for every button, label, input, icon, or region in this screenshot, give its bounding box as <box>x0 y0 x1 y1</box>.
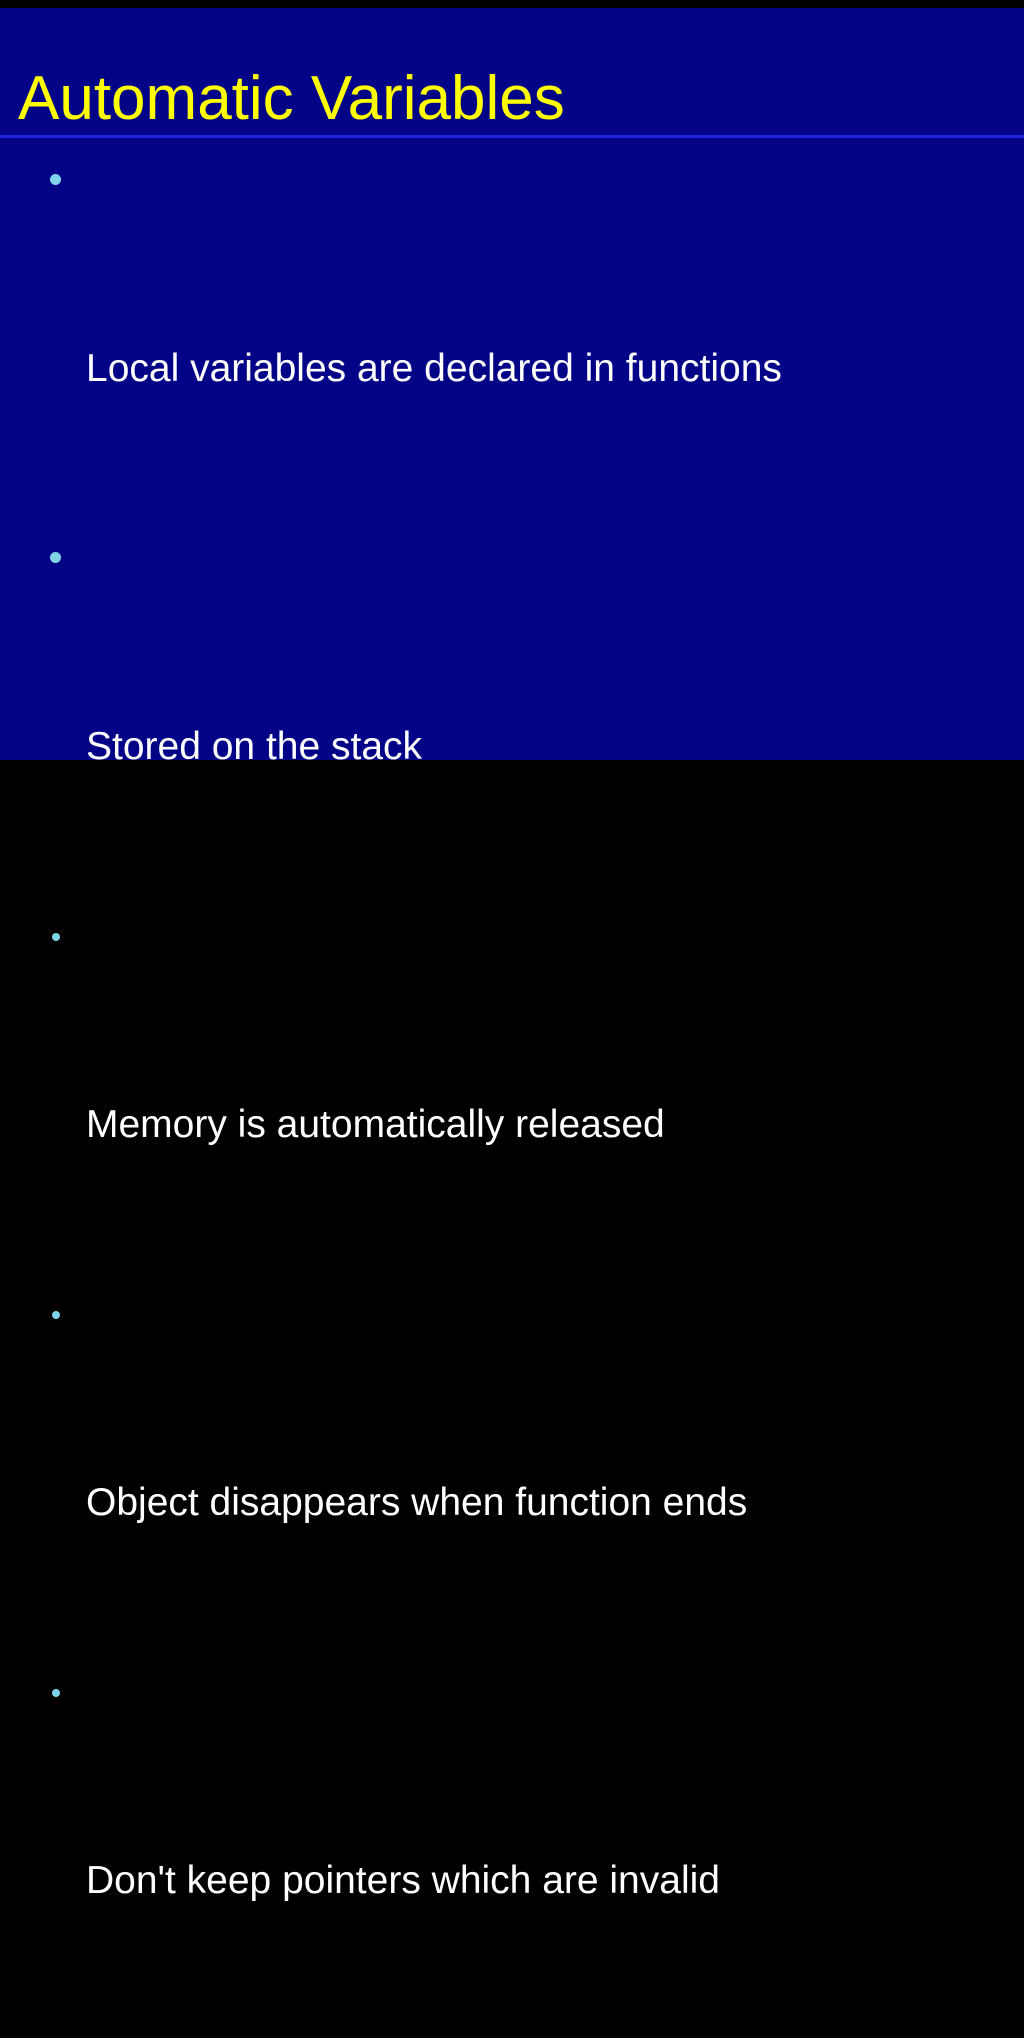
list-item <box>34 904 994 1282</box>
page-title: Automatic Variables <box>18 64 565 133</box>
bullet-list <box>34 148 994 2038</box>
bullet-dot-icon <box>52 1689 60 1697</box>
list-item <box>34 148 994 526</box>
list-item <box>34 1660 994 2038</box>
bullet-dot-icon <box>50 174 61 185</box>
slide-canvas <box>0 8 1024 1902</box>
bullet-dot-icon <box>52 1311 60 1319</box>
bullet-dot-icon <box>52 933 60 941</box>
title-divider <box>0 135 1024 138</box>
list-item-label: Memory is automatically released <box>86 1103 665 1146</box>
list-item-label: Stored on the stack <box>86 725 423 768</box>
list-item-label: Local variables are declared in functions <box>86 347 782 390</box>
list-item-label: Don't keep pointers which are invalid <box>86 1859 720 1902</box>
list-item-label: Object disappears when function ends <box>86 1481 748 1524</box>
bullet-dot-icon <box>50 552 61 563</box>
list-item <box>34 526 994 904</box>
list-item <box>34 1282 994 1660</box>
